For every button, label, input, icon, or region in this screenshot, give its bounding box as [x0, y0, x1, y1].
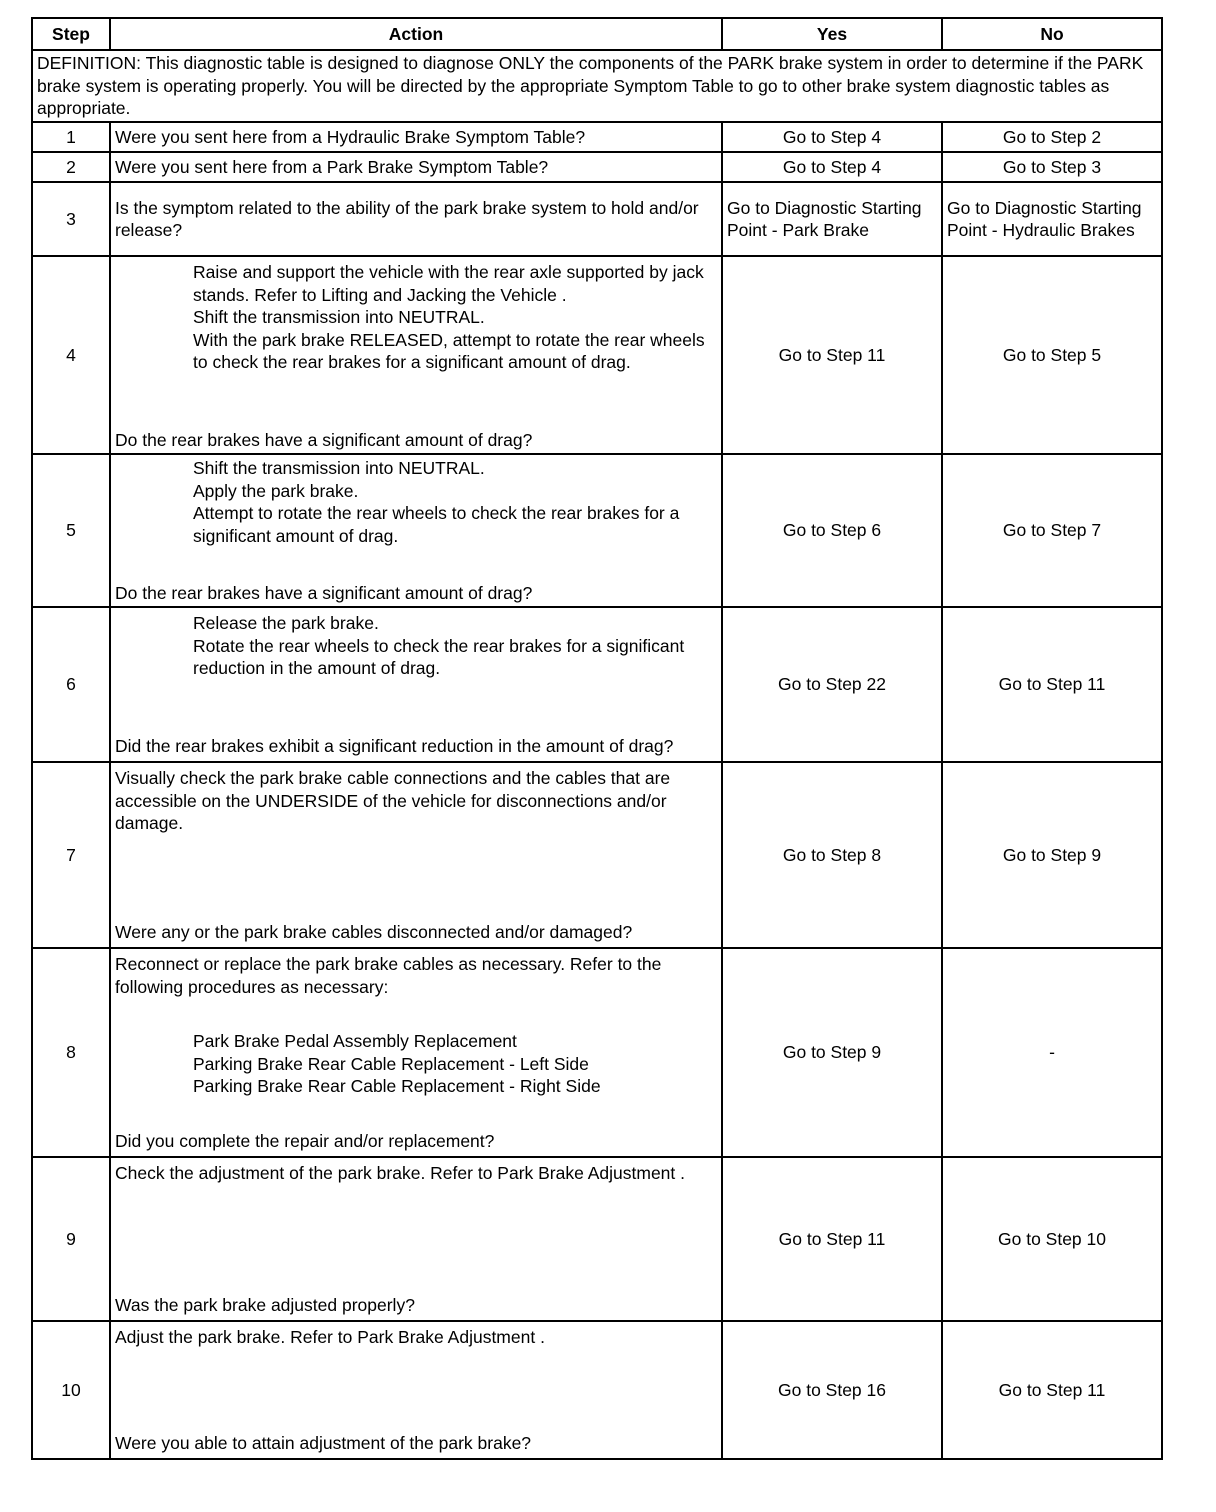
no-cell: Go to Step 11 — [942, 1321, 1162, 1459]
lead-text: Reconnect or replace the park brake cables as necessary. Refer to the following procedures as necessary: — [115, 954, 662, 997]
action-cell — [110, 256, 722, 454]
definition-row — [32, 50, 1162, 122]
step-number: 5 — [32, 454, 110, 607]
action-cell — [110, 454, 722, 607]
table-row — [32, 762, 1162, 948]
header-row — [32, 18, 1162, 50]
step-number: 10 — [32, 1321, 110, 1459]
instruction-list — [115, 457, 717, 547]
question-text: Were you able to attain adjustment of the park brake? — [115, 1432, 532, 1453]
question-text: Were you sent here from a Park Brake Symptom Table? — [110, 152, 722, 182]
yes-cell: Go to Diagnostic Starting Point - Park Brake — [722, 182, 942, 256]
no-cell: Go to Step 10 — [942, 1157, 1162, 1321]
instruction-item: Attempt to rotate the rear wheels to check the rear brakes for a significant amount of drag. — [193, 503, 680, 546]
header-action: Action — [110, 18, 722, 50]
instruction-item: Raise and support the vehicle with the rear axle supported by jack stands. Refer to Lifting and Jacking the Vehicle . — [193, 262, 704, 305]
table-row — [32, 1157, 1162, 1321]
action-cell — [110, 607, 722, 762]
step-number: 3 — [32, 182, 110, 256]
question-text: Was the park brake adjusted properly? — [115, 1294, 415, 1315]
procedure-item: Park Brake Pedal Assembly Replacement — [193, 1031, 517, 1051]
question-text: Were any or the park brake cables disconnected and/or damaged? — [115, 921, 633, 942]
step-number: 2 — [32, 152, 110, 182]
step-number: 4 — [32, 256, 110, 454]
action-cell — [110, 762, 722, 948]
procedure-list — [115, 1030, 717, 1098]
yes-cell: Go to Step 11 — [722, 1157, 942, 1321]
instruction-item: Apply the park brake. — [193, 480, 359, 501]
action-cell — [110, 948, 722, 1157]
no-cell: Go to Step 9 — [942, 762, 1162, 948]
step-number: 9 — [32, 1157, 110, 1321]
question-text: Do the rear brakes have a significant amount of drag? — [115, 429, 533, 450]
step-number: 7 — [32, 762, 110, 948]
question-text: Did the rear brakes exhibit a significant reduction in the amount of drag? — [115, 735, 674, 756]
no-cell: Go to Step 2 — [942, 122, 1162, 152]
no-cell: - — [942, 948, 1162, 1157]
yes-cell: Go to Step 22 — [722, 607, 942, 762]
no-cell: Go to Step 3 — [942, 152, 1162, 182]
lead-text: Visually check the park brake cable connections and the cables that are accessible on the UNDERSIDE of the vehicle for disconnections and/or damage. — [115, 768, 671, 833]
table-row — [32, 948, 1162, 1157]
yes-cell: Go to Step 8 — [722, 762, 942, 948]
no-cell: Go to Step 5 — [942, 256, 1162, 454]
no-cell: Go to Step 11 — [942, 607, 1162, 762]
table-row — [32, 256, 1162, 454]
table-row — [32, 182, 1162, 256]
instruction-list — [115, 261, 717, 374]
action-cell — [110, 1157, 722, 1321]
header-step: Step — [32, 18, 110, 50]
question-text: Is the symptom related to the ability of the park brake system to hold and/or release? — [110, 182, 722, 256]
question-text: Were you sent here from a Hydraulic Brake Symptom Table? — [110, 122, 722, 152]
yes-cell: Go to Step 4 — [722, 122, 942, 152]
table-row — [32, 122, 1162, 152]
step-number: 6 — [32, 607, 110, 762]
no-cell: Go to Diagnostic Starting Point - Hydraulic Brakes — [942, 182, 1162, 256]
yes-cell: Go to Step 9 — [722, 948, 942, 1157]
diagnostic-table — [31, 17, 1163, 1460]
instruction-item: With the park brake RELEASED, attempt to rotate the rear wheels to check the rear brakes for a significant amount of drag. — [193, 329, 705, 372]
table-row — [32, 454, 1162, 607]
instruction-item: Shift the transmission into NEUTRAL. — [193, 458, 485, 478]
yes-cell: Go to Step 4 — [722, 152, 942, 182]
instruction-item: Shift the transmission into NEUTRAL. — [193, 307, 485, 327]
header-yes: Yes — [722, 18, 942, 50]
table-row — [32, 607, 1162, 762]
yes-cell: Go to Step 6 — [722, 454, 942, 607]
action-cell — [110, 1321, 722, 1459]
question-text: Do the rear brakes have a significant amount of drag? — [115, 582, 533, 603]
question-text: Did you complete the repair and/or replacement? — [115, 1130, 495, 1151]
yes-cell: Go to Step 16 — [722, 1321, 942, 1459]
step-number: 1 — [32, 122, 110, 152]
instruction-item: Rotate the rear wheels to check the rear brakes for a significant reduction in the amount of drag. — [193, 635, 685, 678]
table-row — [32, 152, 1162, 182]
step-number: 8 — [32, 948, 110, 1157]
header-no: No — [942, 18, 1162, 50]
no-cell: Go to Step 7 — [942, 454, 1162, 607]
yes-cell: Go to Step 11 — [722, 256, 942, 454]
definition-text: DEFINITION: This diagnostic table is designed to diagnose ONLY the components of the PARK brake system in order to determine if the PARK brake system is operating properly. You will be directed by the appropriate Symptom Table to go to other brake system diagnostic tables as appropriate. — [32, 50, 1162, 122]
procedure-item: Parking Brake Rear Cable Replacement - Left Side — [193, 1053, 589, 1074]
instruction-item: Release the park brake. — [193, 613, 379, 633]
procedure-item: Parking Brake Rear Cable Replacement - Right Side — [193, 1076, 601, 1096]
table-row — [32, 1321, 1162, 1459]
instruction-list — [115, 612, 717, 680]
lead-text: Adjust the park brake. Refer to Park Brake Adjustment . — [115, 1327, 545, 1347]
lead-text: Check the adjustment of the park brake. Refer to Park Brake Adjustment . — [115, 1163, 686, 1183]
